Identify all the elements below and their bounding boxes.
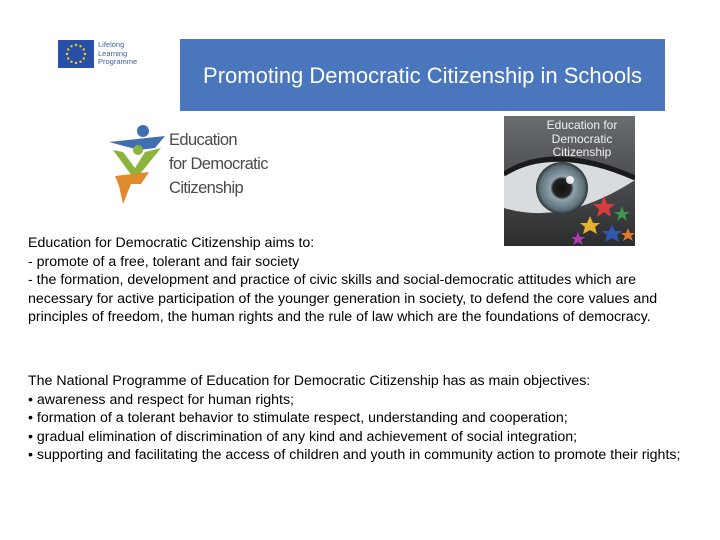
aims-item: - promote of a free, tolerant and fair society <box>28 253 300 270</box>
objective-item: • supporting and facilitating the access of children and youth in community action to promote their rights; <box>28 447 681 463</box>
edc-logo-text <box>169 128 279 200</box>
logo-line: Citizenship <box>169 179 244 197</box>
logo-line: Education <box>169 131 237 149</box>
lifelong-learning-text <box>98 41 137 67</box>
logo-line: Programme <box>98 57 138 67</box>
objective-item: • gradual elimination of discrimination of any kind and achievement of social integration; <box>28 428 578 445</box>
edc-logo <box>105 120 270 205</box>
objectives-heading: The National Programme of Education for Democratic Citizenship has as main objectives: <box>28 373 591 389</box>
aims-section <box>28 234 694 327</box>
aims-item: - the formation, development and practice of civic skills and social-democratic attitudes which are necessary for active participation of the younger generation in society, to defend the core values and principles of freedom, the human rights and the rule of law which are the foundations of democracy. <box>28 272 658 325</box>
eye-poster-caption: Education for Democratic Citizenship <box>546 118 618 159</box>
title-banner <box>180 39 665 111</box>
logo-line: for Democratic <box>169 155 268 173</box>
logo-line: Learning <box>98 48 128 58</box>
objectives-section <box>28 372 694 465</box>
logo-line: Lifelong <box>98 40 125 49</box>
objective-item: • formation of a tolerant behavior to stimulate respect, understanding and cooperation; <box>28 410 568 426</box>
eye-poster-image <box>504 116 635 246</box>
lifelong-learning-logo <box>58 40 152 72</box>
aims-heading: Education for Democratic Citizenship aims to: <box>28 235 315 251</box>
people-figures-icon <box>105 120 167 205</box>
page-title: Promoting Democratic Citizenship in Schools <box>203 62 642 88</box>
objective-item: • awareness and respect for human rights; <box>28 391 294 408</box>
eu-flag-icon <box>58 40 94 68</box>
